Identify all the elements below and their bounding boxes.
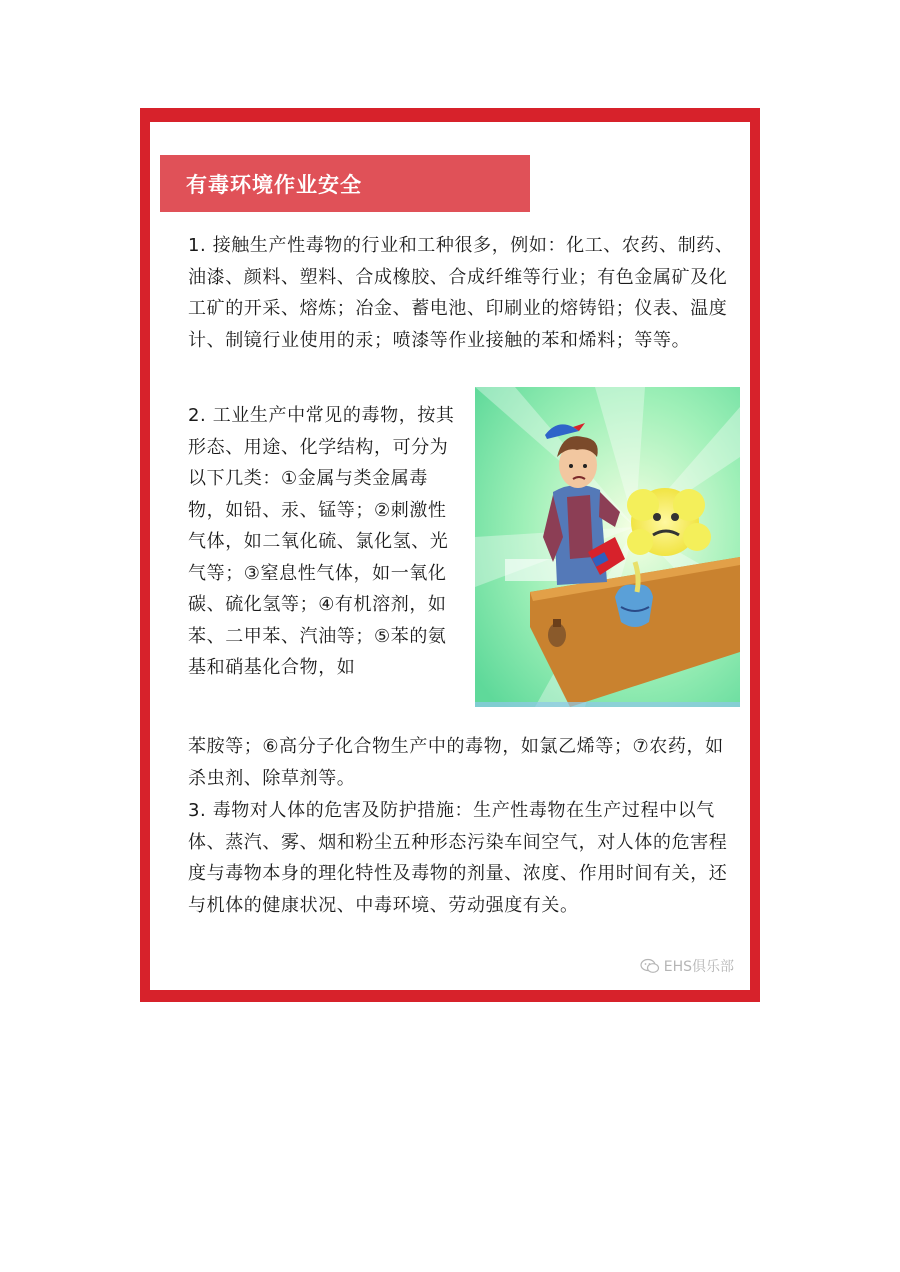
worker-toxic-fumes-illustration <box>475 387 740 707</box>
paragraph-2: 2. 工业生产中常见的毒物，按其形态、用途、化学结构，可分为以下几类：①金属与类金属毒物，如铅、汞、锰等；②刺激性气体，如二氧化硫、氯化氢、光气等；③窒息性气体，如一氧化碳、硫化氢等；④有机溶剂，如苯、二甲苯、汽油等；⑤苯的氨基和硝基化合物，如 <box>188 405 455 678</box>
article-card-frame <box>140 108 760 1002</box>
wechat-icon <box>640 958 660 974</box>
watermark <box>640 956 734 976</box>
title-banner <box>160 155 530 212</box>
paragraph-2-continued: 苯胺等；⑥高分子化合物生产中的毒物，如氯乙烯等；⑦农药，如杀虫剂、除草剂等。 <box>188 736 724 789</box>
page-title: 有毒环境作业安全 <box>186 172 362 197</box>
article-card <box>150 122 750 990</box>
paragraph-3: 3. 毒物对人体的危害及防护措施：生产性毒物在生产过程中以气体、蒸汽、雾、烟和粉尘五种形态污染车间空气，对人体的危害程度与毒物本身的理化特性及毒物的剂量、浓度、作用时间有关，还与机体的健康状况、中毒环境、劳动强度有关。 <box>188 800 728 916</box>
paragraph-1: 1. 接触生产性毒物的行业和工种很多，例如：化工、农药、制药、油漆、颜料、塑料、合成橡胶、合成纤维等行业；有色金属矿及化工矿的开采、熔炼；冶金、蓄电池、印刷业的熔铸铅；仪表、温度计、制镜行业使用的汞；喷漆等作业接触的苯和烯料；等等。 <box>188 235 734 351</box>
watermark-text: EHS俱乐部 <box>663 959 734 975</box>
